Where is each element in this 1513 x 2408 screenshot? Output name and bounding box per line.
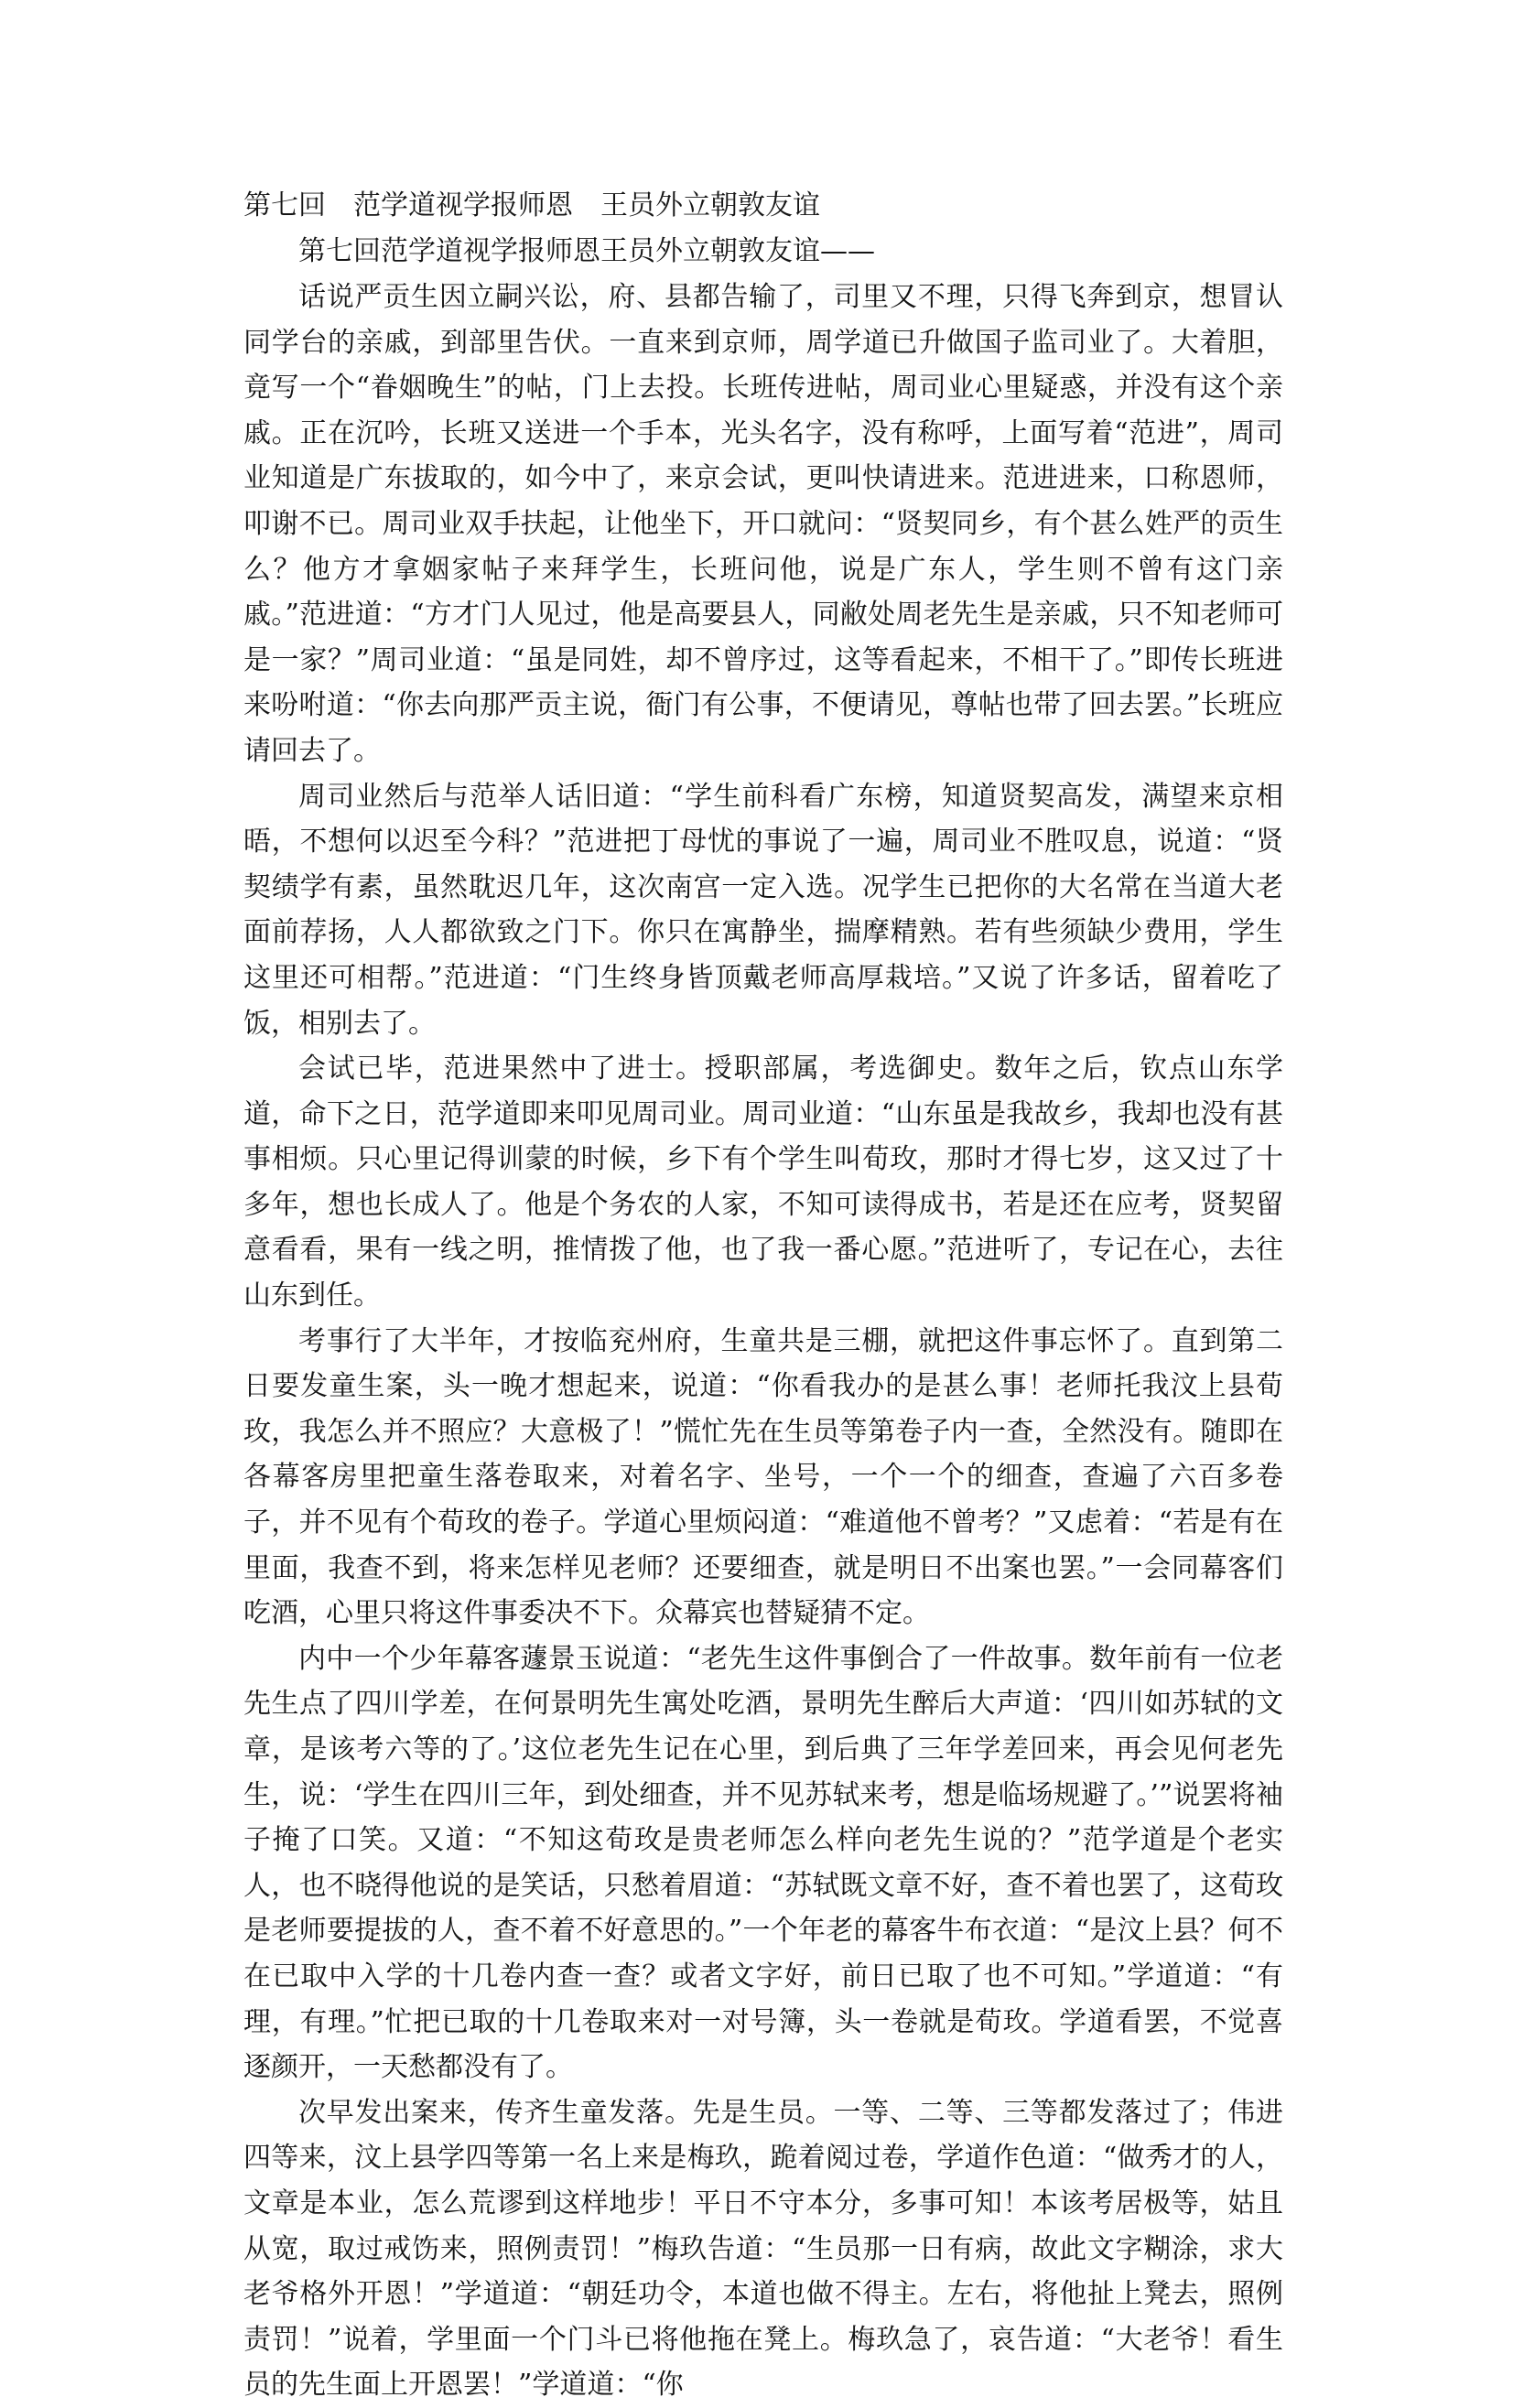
chapter-title: 第七回 范学道视学报师恩 王员外立朝敦友谊 bbox=[243, 189, 820, 221]
chapter-subtitle: 第七回范学道视学报师恩王员外立朝敦友谊—— bbox=[298, 235, 875, 267]
document-page bbox=[243, 183, 1283, 2408]
paragraph-3: 会试已毕，范进果然中了进士。授职部属，考选御史。数年之后，钦点山东学道，命下之日，范学道即来叩见周司业。周司业道：“山东虽是我故乡，我却也没有甚事相烦。只心里记得训蒙的时候，乡下有个学生叫荀玫，那时才得七岁，这又过了十多年，想也长成人了。他是个务农的人家，不知可读得成书，若是还在应考，贤契留意看看，果有一线之明，推情拨了他，也了我一番心愿。”范进听了，专记在心，去往山东到任。 bbox=[243, 1053, 1283, 1312]
paragraph-5: 内中一个少年幕客蘧景玉说道：“老先生这件事倒合了一件故事。数年前有一位老先生点了四川学差，在何景明先生寓处吃酒，景明先生醉后大声道：‘四川如苏轼的文章，是该考六等的了。’这位老先生记在心里，到后典了三年学差回来，再会见何老先生，说：‘学生在四川三年，到处细查，并不见苏轼来考，想是临场规避了。’”说罢将袖子掩了口笑。又道：“不知这荀玫是贵老师怎么样向老先生说的？”范学道是个老实人，也不晓得他说的是笑话，只愁着眉道：“苏轼既文章不好，查不着也罢了，这荀玫是老师要提拔的人，查不着不好意思的。”一个年老的幕客牛布衣道：“是汶上县？何不在已取中入学的十几卷内查一查？或者文字好，前日已取了也不可知。”学道道：“有理，有理。”忙把已取的十几卷取来对一对号簿，头一卷就是荀玫。学道看罢，不觉喜逐颜开，一天愁都没有了。 bbox=[243, 1642, 1283, 2084]
paragraph-2: 周司业然后与范举人话旧道：“学生前科看广东榜，知道贤契高发，满望来京相晤，不想何以迟至今科？”范进把丁母忧的事说了一遍，周司业不胜叹息，说道：“贤契绩学有素，虽然耽迟几年，这次南宫一定入选。况学生已把你的大名常在当道大老面前荐扬，人人都欲致之门下。你只在寓静坐，揣摩精熟。若有些须缺少费用，学生这里还可相帮。”范进道：“门生终身皆顶戴老师高厚栽培。”又说了许多话，留着吃了饭，相别去了。 bbox=[243, 780, 1283, 1040]
paragraph-1: 话说严贡生因立嗣兴讼，府、县都告输了，司里又不理，只得飞奔到京，想冒认同学台的亲戚，到部里告伏。一直来到京师，周学道已升做国子监司业了。大着胆，竟写一个“眷姻晚生”的帖，门上去投。长班传进帖，周司业心里疑惑，并没有这个亲戚。正在沉吟，长班又送进一个手本，光头名字，没有称呼，上面写着“范进”，周司业知道是广东拔取的，如今中了，来京会试，更叫快请进来。范进进来，口称恩师，叩谢不已。周司业双手扶起，让他坐下，开口就问：“贤契同乡，有个甚么姓严的贡生么？他方才拿姻家帖子来拜学生，长班问他，说是广东人，学生则不曾有这门亲戚。”范进道：“方才门人见过，他是高要县人，同敝处周老先生是亲戚，只不知老师可是一家？”周司业道：“虽是同姓，却不曾序过，这等看起来，不相干了。”即传长班进来吩咐道：“你去向那严贡主说，衙门有公事，不便请见，尊帖也带了回去罢。”长班应请回去了。 bbox=[243, 281, 1283, 767]
paragraph-4: 考事行了大半年，才按临兖州府，生童共是三棚，就把这件事忘怀了。直到第二日要发童生案，头一晚才想起来，说道：“你看我办的是甚么事！老师托我汶上县荀玫，我怎么并不照应？大意极了！”慌忙先在生员等第卷子内一查，全然没有。随即在各幕客房里把童生落卷取来，对着名字、坐号，一个一个的细查，查遍了六百多卷子，并不见有个荀玫的卷子。学道心里烦闷道：“难道他不曾考？”又虑着：“若是有在里面，我查不到，将来怎样见老师？还要细查，就是明日不出案也罢。”一会同幕客们吃酒，心里只将这件事委决不下。众幕宾也替疑猜不定。 bbox=[243, 1324, 1283, 1630]
paragraph-6: 次早发出案来，传齐生童发落。先是生员。一等、二等、三等都发落过了；伟进四等来，汶上县学四等第一名上来是梅玖，跪着阅过卷，学道作色道：“做秀才的人，文章是本业，怎么荒谬到这样地步！平日不守本分，多事可知！本该考居极等，姑且从宽，取过戒饬来，照例责罚！”梅玖告道：“生员那一日有病，故此文字糊涂，求大老爷格外开恩！”学道道：“朝廷功令，本道也做不得主。左右，将他扯上凳去，照例责罚！”说着，学里面一个门斗已将他拖在凳上。梅玖急了，哀告道：“大老爷！看生员的先生面上开恩罢！”学道道：“你 bbox=[243, 2096, 1283, 2402]
